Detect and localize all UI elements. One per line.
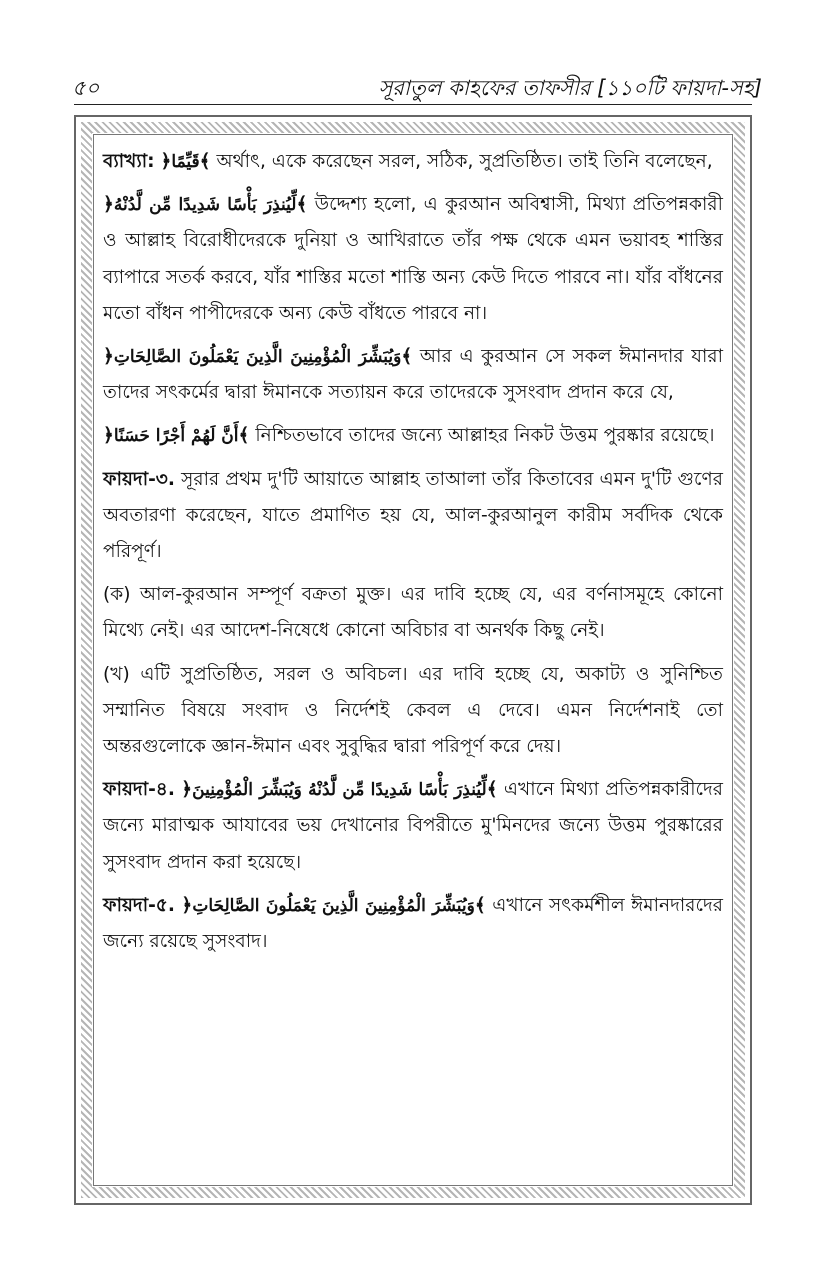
header-rule (74, 104, 752, 105)
arabic-verse: لِّيُنذِرَ بَأْسًا شَدِيدًا مِّن لَّدُنْهُ وَيُبَشِّرَ الْمُؤْمِنِينَ (192, 780, 487, 801)
paragraph-explanation: ব্যাখ্যা: ﴿قَيِّمًا﴾ অর্থাৎ, একে করেছেন সরল, সঠিক, সুপ্রতিষ্ঠিত। তাই তিনি বলেছেন, (103, 151, 713, 172)
paragraph-label: ব্যাখ্যা: (103, 151, 155, 172)
paragraph-point-kha (103, 657, 723, 766)
arabic-verse: لِّيُنذِرَ بَأْسًا شَدِيدًا مِّن لَّدُنْهُ (113, 195, 297, 216)
paragraph-text: আর এ কুরআন সে সকল ঈমানদার যারা তাদের সৎকর্মের দ্বারা ঈমানকে সত্যায়ন করে তাদেরকে সুসংবাদ প্রদান করে যে, (103, 346, 723, 404)
paragraph-text: এখানে মিথ্যা প্রতিপন্নকারীদের জন্যে মারাত্মক আযাবের ভয় দেখানোর বিপরীতে মু'মিনদের জন্যে উত্তম পুরষ্কারের সুসংবাদ প্রদান করা হয়েছে। (103, 779, 723, 873)
paragraph-text: এখানে সৎকর্মশীল ঈমানদারদের জন্যে রয়েছে সুসংবাদ। (103, 894, 723, 953)
paragraph-text: নিশ্চিতভাবে তাদের জন্যে আল্লাহর নিকট উত্তম পুরষ্কার রয়েছে। (255, 425, 715, 447)
paragraph-text: সূরার প্রথম দু'টি আয়াতে আল্লাহ তাআলা তাঁর কিতাবের এমন দু'টি গুণের অবতারণা করেছেন, যাতে প্রমাণিত হয় যে, আল-কুরআনুল কারীম সর্বদিক থেকে পরিপূর্ণ। (103, 468, 723, 563)
paragraph-text: (ক) আল-কুরআন সম্পূর্ণ বক্রতা মুক্ত। এর দাবি হচ্ছে যে, এর বর্ণনাসমূহে কোনো মিথ্যে নেই। এর আদেশ-নিষেধে কোনো অবিচার বা অনর্থক কিছু নেই। (103, 584, 723, 642)
paragraph-faida-5: ফায়দা-৫. ﴿وَيُبَشِّرَ الْمُؤْمِنِينَ الَّذِينَ يَعْمَلُونَ الصَّالِحَاتِ﴾ এখানে সৎকর্মশীল ঈমানদারদের জন্যে রয়েছে সুসংবাদ। (103, 894, 723, 953)
paragraph-text: অর্থাৎ, একে করেছেন সরল, সঠিক, সুপ্রতিষ্ঠিত। তাই তিনি বলেছেন, (216, 151, 713, 172)
arabic-verse: وَيُبَشِّرَ الْمُؤْمِنِينَ الَّذِينَ يَعْمَلُونَ الصَّالِحَاتِ (192, 895, 475, 916)
paragraph-label: ফায়দা-৫. (103, 894, 175, 916)
paragraph-point-ka (103, 577, 723, 649)
paragraph-faida-4: ফায়দা-৪. ﴿لِّيُنذِرَ بَأْسًا شَدِيدًا مِّن لَّدُنْهُ وَيُبَشِّرَ الْمُؤْمِنِينَ﴾ এখানে মিথ্যা প্রতিপন্নকারীদের জন্যে মারাত্মক আযাবের ভয় দেখানোর বিপরীতে মু'মিনদের জন্যে উত্তম পুরষ্কারের সুসংবাদ প্রদান করা হয়েছে। (103, 779, 723, 873)
arabic-verse: قَيِّمًا (171, 152, 200, 172)
paragraph-faida-3 (103, 462, 723, 571)
page-header (60, 68, 762, 104)
arabic-verse: وَيُبَشِّرَ الْمُؤْمِنِينَ الَّذِينَ يَعْمَلُونَ الصَّالِحَاتِ (113, 347, 402, 368)
page-number: ৫০ (72, 76, 100, 100)
paragraph-text: উদ্দেশ্য হলো, এ কুরআন অবিশ্বাসী, মিথ্যা প্রতিপন্নকারী ও আল্লাহ বিরোধীদেরকে দুনিয়া ও আখিরাতে তাঁর পক্ষ থেকে এমন ভয়াবহ শাস্তির ব্যাপারে সতর্ক করবে, যাঁর শাস্তির মতো শাস্তি অন্য কেউ দিতে পারবে না। যাঁর বাঁধনের মতো বাঁধন পাপীদেরকে অন্য কেউ বাঁধতে পারবে না। (103, 194, 723, 324)
paragraph-label: ফায়দা-৪. (103, 779, 175, 801)
paragraph-glad-tidings: ﴿وَيُبَشِّرَ الْمُؤْمِنِينَ الَّذِينَ يَعْمَلُونَ الصَّالِحَاتِ﴾ আর এ কুরআন সে সকল ঈমানদার যারা তাদের সৎকর্মের দ্বারা ঈমানকে সত্যায়ন করে তাদেরকে সুসংবাদ প্রদান করে যে, (103, 346, 723, 404)
page-body (103, 140, 723, 967)
paragraph-label: ফায়দা-৩. (103, 468, 175, 490)
paragraph-warning: ﴿لِّيُنذِرَ بَأْسًا شَدِيدًا مِّن لَّدُنْهُ﴾ উদ্দেশ্য হলো, এ কুরআন অবিশ্বাসী, মিথ্যা প্রতিপন্নকারী ও আল্লাহ বিরোধীদেরকে দুনিয়া ও আখিরাতে তাঁর পক্ষ থেকে এমন ভয়াবহ শাস্তির ব্যাপারে সতর্ক করবে, যাঁর শাস্তির মতো শাস্তি অন্য কেউ দিতে পারবে না। যাঁর বাঁধনের মতো বাঁধন পাপীদেরকে অন্য কেউ বাঁধতে পারবে না। (103, 194, 723, 324)
paragraph-reward: ﴿أَنَّ لَهُمْ أَجْرًا حَسَنًا﴾ নিশ্চিতভাবে তাদের জন্যে আল্লাহর নিকট উত্তম পুরষ্কার রয়েছে। (103, 425, 715, 447)
running-title: সূরাতুল কাহফের তাফসীর [১১০টি ফায়দা-সহ] (378, 76, 762, 100)
arabic-verse: أَنَّ لَهُمْ أَجْرًا حَسَنًا (113, 426, 239, 447)
paragraph-text: (খ) এটি সুপ্রতিষ্ঠিত, সরল ও অবিচল। এর দাবি হচ্ছে যে, অকাট্য ও সুনিশ্চিত সম্মানিত বিষয়ে সংবাদ ও নির্দেশই কেবল এ দেবে। এমন নির্দেশনাই তো অন্তরগুলোকে জ্ঞান-ঈমান এবং সুবুদ্ধির দ্বারা পরিপূর্ণ করে দেয়। (103, 663, 723, 758)
